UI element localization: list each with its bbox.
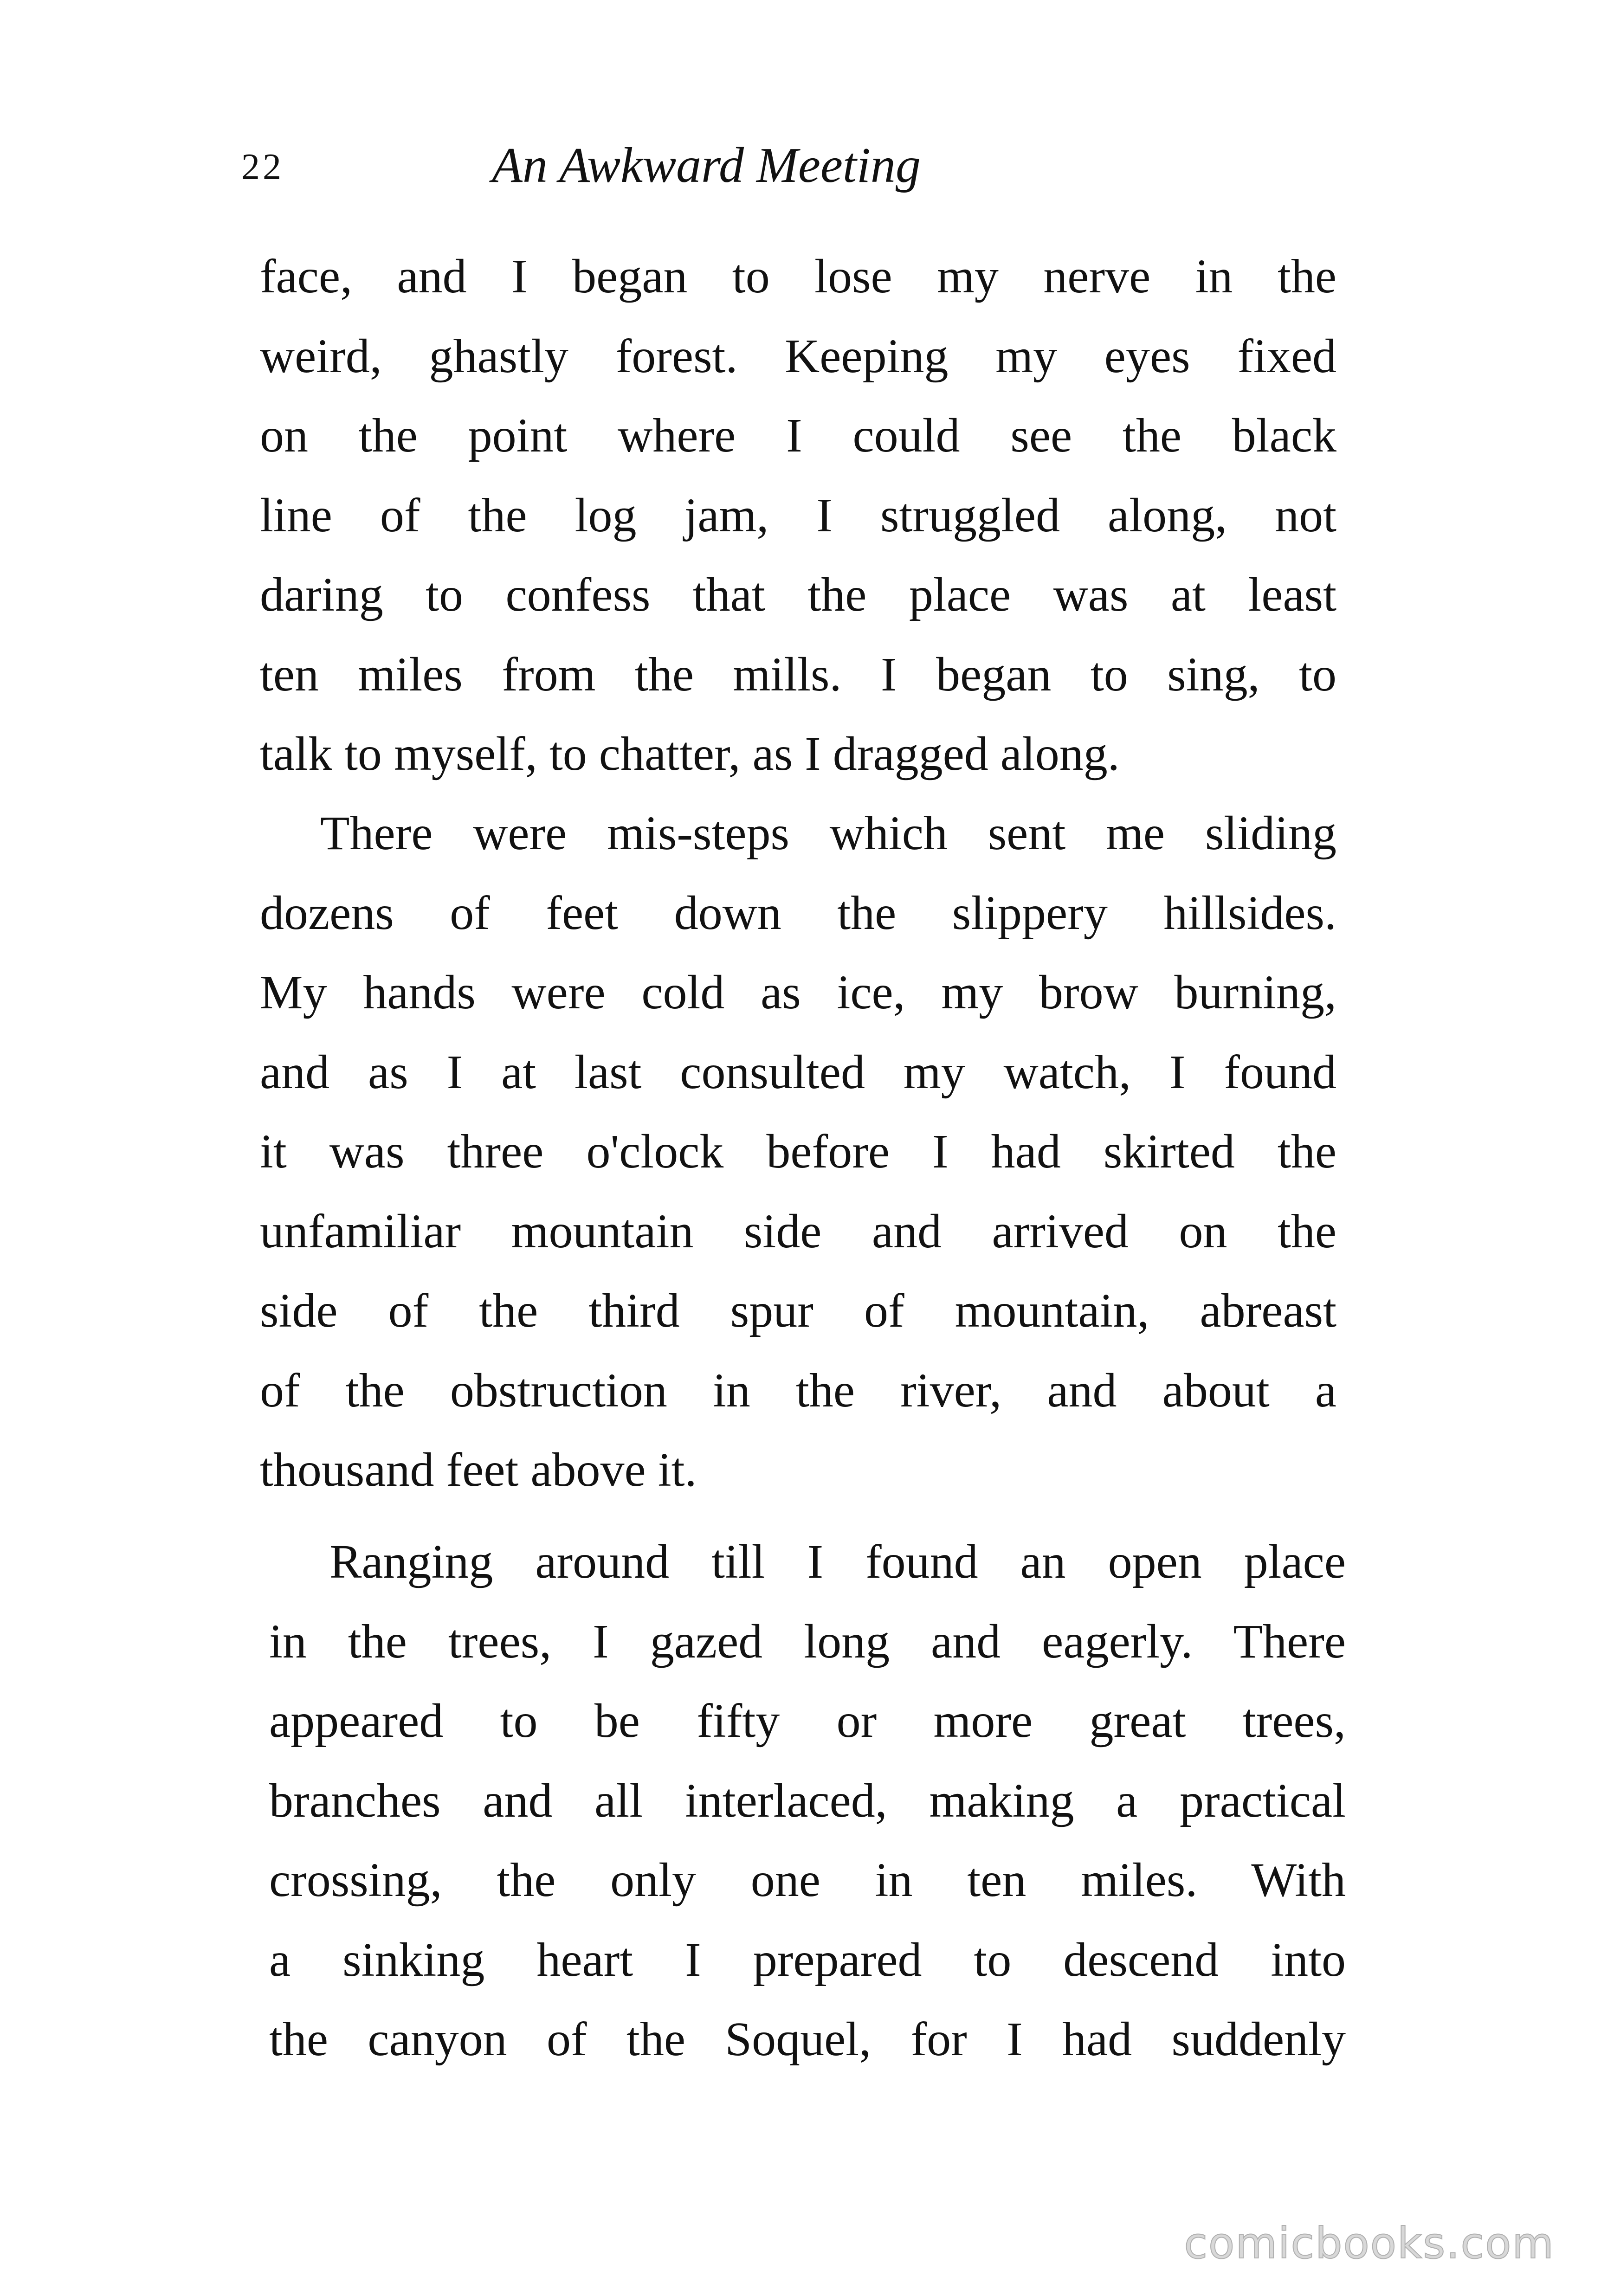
text-line: side of the third spur of mountain, abreast — [260, 1284, 1336, 1337]
text-line: ten miles from the mills. I began to sing, to — [260, 647, 1336, 701]
text-line: on the point where I could see the black — [260, 409, 1336, 462]
text-line: My hands were cold as ice, my brow burning, — [260, 966, 1336, 1019]
text-line: There were mis-steps which sent me sliding — [320, 806, 1336, 860]
paragraph-1 — [260, 237, 1336, 794]
text-line: face, and I began to lose my nerve in the — [260, 250, 1336, 303]
chapter-title: An Awkward Meeting — [492, 138, 921, 193]
text-line: talk to myself, to chatter, as I dragged along. — [260, 727, 1120, 780]
text-line: thousand feet above it. — [260, 1443, 697, 1496]
watermark-logo: comicbooks.com — [1184, 2219, 1555, 2268]
text-line: unfamiliar mountain side and arrived on the — [260, 1204, 1336, 1258]
running-head — [241, 137, 1369, 211]
text-line: Ranging around till I found an open place — [329, 1535, 1346, 1588]
text-line: line of the log jam, I struggled along, not — [260, 488, 1336, 542]
paragraph-3 — [269, 1522, 1346, 2079]
paragraph-2 — [260, 793, 1336, 1510]
page-number: 22 — [241, 147, 284, 187]
text-line: it was three o'clock before I had skirted the — [260, 1125, 1336, 1178]
text-line: of the obstruction in the river, and about a — [260, 1363, 1336, 1417]
text-line: dozens of feet down the slippery hillsides. — [260, 886, 1336, 940]
text-line: weird, ghastly forest. Keeping my eyes fixed — [260, 329, 1336, 383]
text-line: in the trees, I gazed long and eagerly. There — [269, 1614, 1346, 1668]
text-line: appeared to be fifty or more great trees, — [269, 1694, 1346, 1748]
text-line: crossing, the only one in ten miles. With — [269, 1853, 1346, 1907]
text-line: a sinking heart I prepared to descend into — [269, 1933, 1346, 1986]
text-line: branches and all interlaced, making a practical — [269, 1774, 1346, 1827]
text-line: and as I at last consulted my watch, I found — [260, 1045, 1336, 1099]
text-line: daring to confess that the place was at least — [260, 568, 1336, 621]
text-line: the canyon of the Soquel, for I had suddenly — [269, 2012, 1346, 2066]
